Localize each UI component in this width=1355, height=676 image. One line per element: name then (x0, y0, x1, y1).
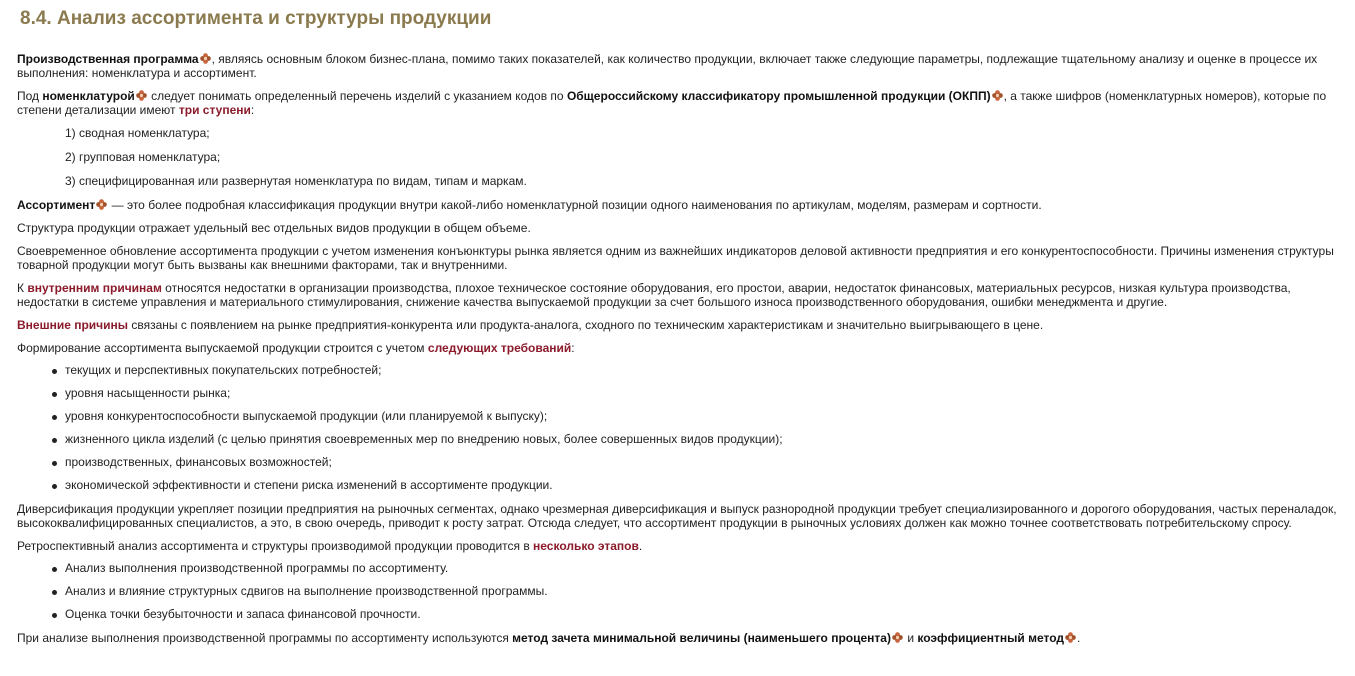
stages-list (17, 562, 1347, 621)
list-item: уровня насыщенности рынка; (65, 387, 1347, 400)
term-okpp[interactable]: Общероссийскому классификатору промышленной продукции (ОКПП) (566, 89, 991, 103)
paragraph-retrospective: Ретроспективный анализ ассортимента и структуры производимой продукции проводится в несколько этапов. (17, 539, 643, 553)
list-item: текущих и перспективных покупательских потребностей; (65, 364, 1347, 377)
link-external-reasons[interactable]: Внешние причины (17, 318, 129, 332)
list-item: Оценка точки безубыточности и запаса финансовой прочности. (65, 608, 1347, 621)
paragraph-nomenclature: Под номенклатурой следует понимать определенный перечень изделий с указанием кодов по Общероссийскому классификатору промышленной продукции (ОКПП) , а также шифров (номенклатурных номеров), которые по степени детализации имеют три ступени: (17, 89, 1327, 117)
glossary-flower-icon[interactable] (892, 632, 903, 643)
page-title: 8.4. Анализ ассортимента и структуры продукции (20, 8, 492, 29)
glossary-flower-icon[interactable] (992, 90, 1003, 101)
list-item: Анализ выполнения производственной программы по ассортименту. (65, 562, 1347, 575)
paragraph-renewal: Своевременное обновление ассортимента продукции с учетом изменения конъюнктуры рынка является одним из важнейших индикаторов деловой активности предприятия и его конкурентоспособности. Причины изменения структуры товарной продукции могут быть вызваны как внешними факторами, так и внутренними. (17, 244, 1334, 272)
paragraph-internal-reasons: К внутренним причинам относятся недостатки в организации производства, плохое техническое состояние оборудования, его простои, аварии, недостаток финансовых, материальных ресурсов, низкая культура производства, недостатки в системе управления и материального стимулирования, снижение качества выпускаемой продукции за счет большого износа производственного оборудования, ошибки менеджмента и другие. (17, 281, 1291, 309)
level-item: 3) специфицированная или развернутая номенклатура по видам, типам и маркам. (65, 174, 527, 188)
paragraph-production-program: Производственная программа , являясь основным блоком бизнес-плана, помимо таких показателей, как количество продукции, включает также следующие параметры, подлежащие тщательному анализу и оценке в процессе их выполнения: номенклатура и ассортимент. (17, 52, 1318, 80)
level-item: 1) сводная номенклатура; (65, 126, 210, 140)
paragraph-requirements: Формирование ассортимента выпускаемой продукции строится с учетом следующих требований: (17, 341, 575, 355)
term-coefficient-method[interactable]: коэффициентный метод (917, 631, 1065, 645)
link-requirements[interactable]: следующих требований (427, 341, 572, 355)
link-stages[interactable]: несколько этапов (533, 539, 639, 553)
paragraph-diversification: Диверсификация продукции укрепляет позиции предприятия на рыночных сегментах, однако чрезмерная диверсификация и выпуск разнородной продукции требует специализированного и дорогого оборудования, частых переналадок, высококвалифицированных специалистов, а это, в свою очередь, приводит к росту затрат. Отсюда следует, что ассортимент продукции в рыночных условиях должен как можно точнее соответствовать потребительскому спросу. (17, 502, 1337, 530)
glossary-flower-icon[interactable] (136, 90, 147, 101)
paragraph-external-reasons: Внешние причины связаны с появлением на рынке предприятия-конкурента или продукта-аналога, сходного по техническим характеристикам и значительно выигрывающего в цене. (17, 318, 1044, 332)
list-item: жизненного цикла изделий (с целью принятия своевременных мер по внедрению новых, более совершенных видов продукции); (65, 433, 1347, 446)
list-item: Анализ и влияние структурных сдвигов на выполнение производственной программы. (65, 585, 1347, 598)
requirements-list (17, 364, 1347, 492)
paragraph-assortment: Ассортимент — это более подробная классификация продукции внутри какой-либо номенклатурной позиции одного наименования по артикулам, моделям, размерам и сортности. (17, 198, 1042, 212)
term-minimum-value-method[interactable]: метод зачета минимальной величины (наименьшего процента) (512, 631, 891, 645)
list-item: уровня конкурентоспособности выпускаемой продукции (или планируемой к выпуску); (65, 410, 1347, 423)
level-item: 2) групповая номенклатура; (65, 150, 221, 164)
term-nomenclature[interactable]: номенклатурой (42, 89, 135, 103)
glossary-flower-icon[interactable] (96, 199, 107, 210)
paragraph-structure: Структура продукции отражает удельный вес отдельных видов продукции в общем объеме. (17, 221, 531, 235)
list-item: экономической эффективности и степени риска изменений в ассортименте продукции. (65, 479, 1347, 492)
list-item: производственных, финансовых возможностей; (65, 456, 1347, 469)
term-production-program[interactable]: Производственная программа (17, 52, 199, 66)
link-internal-reasons[interactable]: внутренним причинам (27, 281, 162, 295)
term-assortment[interactable]: Ассортимент (17, 198, 96, 212)
paragraph-methods: При анализе выполнения производственной программы по ассортименту используются метод зачета минимальной величины (наименьшего процента) и коэффициентный метод . (17, 631, 1081, 645)
link-three-levels[interactable]: три ступени (178, 103, 251, 117)
glossary-flower-icon[interactable] (1065, 632, 1076, 643)
glossary-flower-icon[interactable] (200, 53, 211, 64)
